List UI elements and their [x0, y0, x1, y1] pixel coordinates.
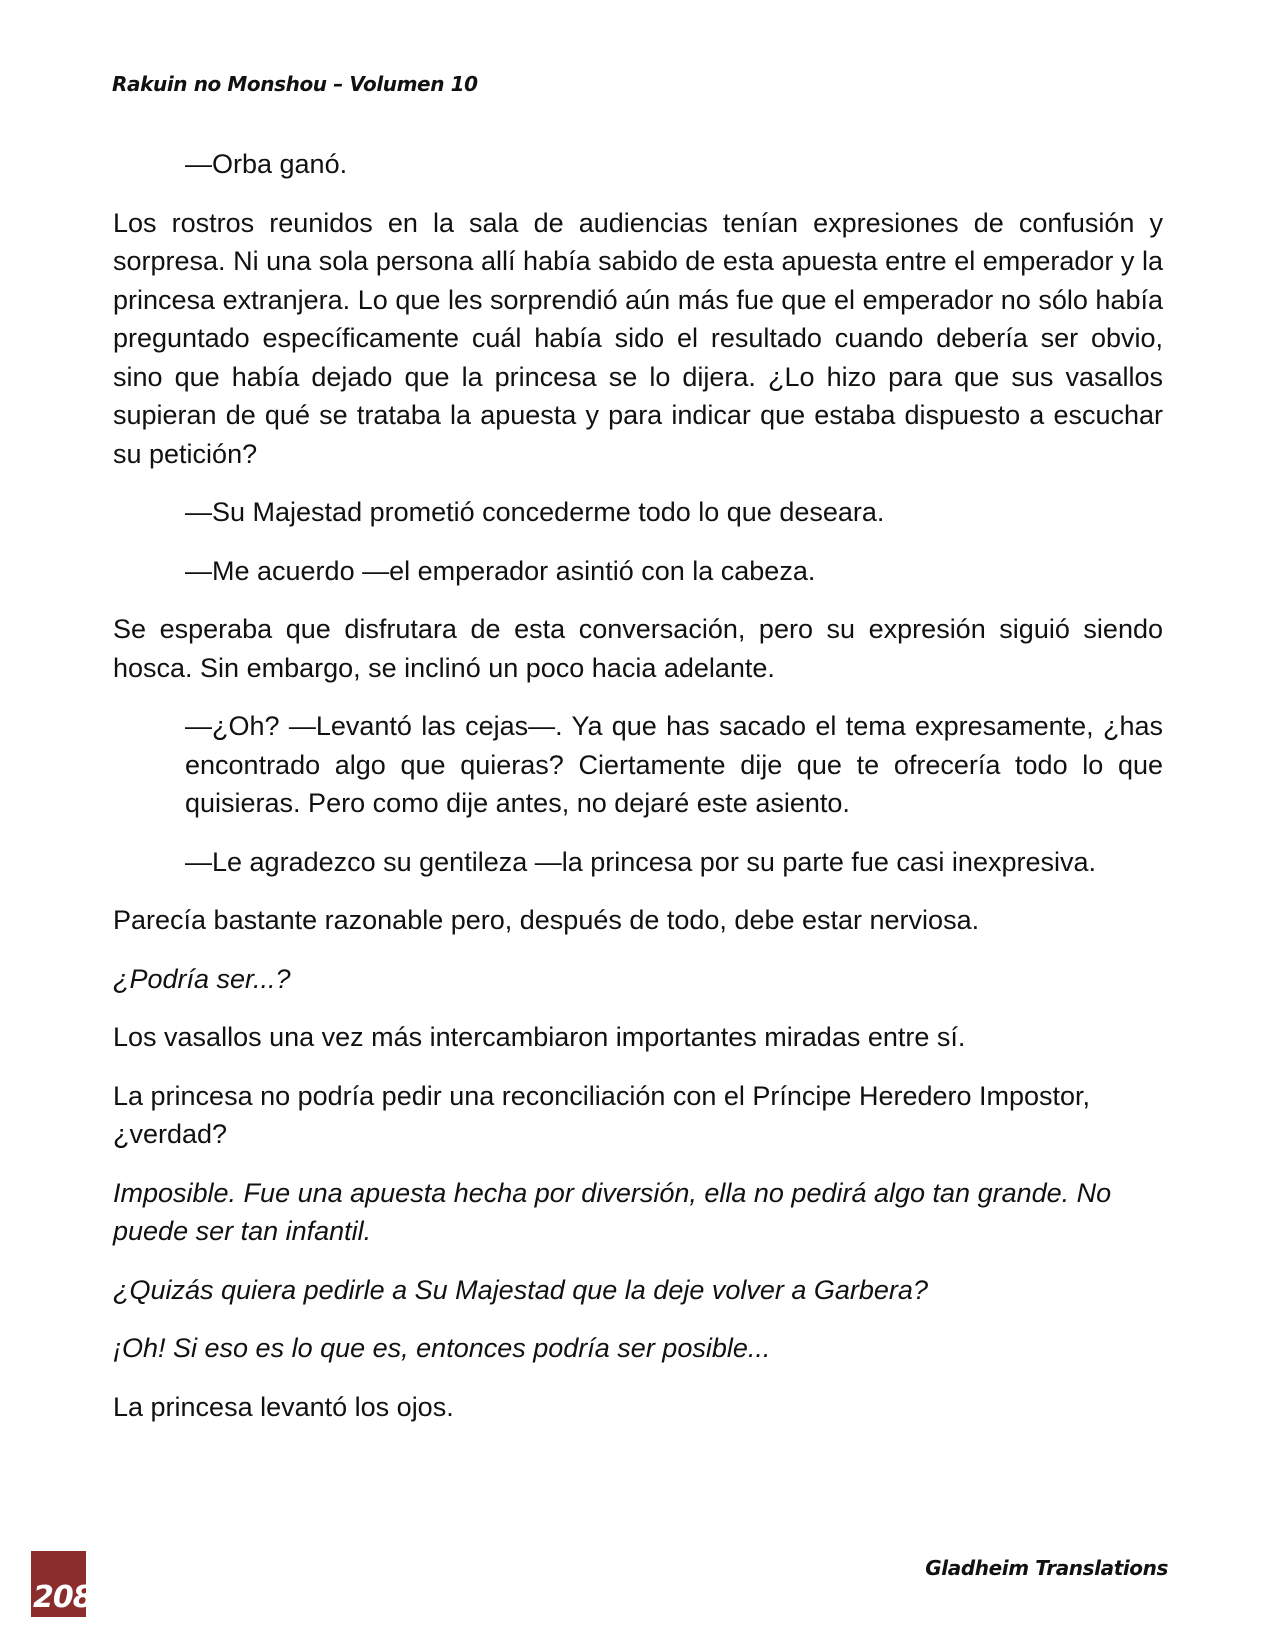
paragraph-narration: Los vasallos una vez más intercambiaron importantes miradas entre sí. [113, 1022, 966, 1052]
paragraph-narration: La princesa no podría pedir una reconciliación con el Príncipe Heredero Impostor, ¿verdad? [113, 1080, 1091, 1149]
paragraph-thought: ¡Oh! Si eso es lo que es, entonces podría ser posible... [113, 1333, 771, 1363]
paragraph-narration: Los rostros reunidos en la sala de audiencias tenían expresiones de confusión y sorpresa. Ni una sola persona allí había sabido de esta apuesta entre el emperador y la princesa extranjera. Lo que les sorprendió aún más fue que el emperador no sólo había preguntado específicamente cuál había sido el resultado cuando debería ser obvio, sino que había dejado que la princesa se lo dijera. ¿Lo hizo para que sus vasallos supieran de qué se trataba la apuesta y para indicar que estaba dispuesto a escuchar su petición? [113, 207, 1163, 469]
paragraph-dialogue: —Su Majestad prometió concederme todo lo que deseara. [185, 497, 885, 527]
paragraph-thought: Imposible. Fue una apuesta hecha por diversión, ella no pedirá algo tan grande. No puede ser tan infantil. [113, 1177, 1112, 1246]
page-number: 208 [33, 1580, 93, 1615]
page-body [113, 145, 1163, 1446]
paragraph-thought: ¿Podría ser...? [113, 963, 291, 994]
paragraph-narration: Parecía bastante razonable pero, después de todo, debe estar nerviosa. [113, 905, 980, 935]
footer-credit: Gladheim Translations [925, 1556, 1168, 1580]
paragraph-dialogue: —Me acuerdo —el emperador asintió con la cabeza. [185, 555, 816, 586]
paragraph-dialogue: —¿Oh? —Levantó las cejas—. Ya que has sacado el tema expresamente, ¿has encontrado algo que quieras? Ciertamente dije que te ofrecería todo lo que quisieras. Pero como dije antes, no dejaré este asiento. [185, 711, 1163, 818]
paragraph-dialogue: —Orba ganó. [185, 149, 348, 179]
running-header: Rakuin no Monshou – Volumen 10 [112, 72, 478, 96]
paragraph-thought: ¿Quizás quiera pedirle a Su Majestad que la deje volver a Garbera? [113, 1274, 928, 1305]
paragraph-dialogue: —Le agradezco su gentileza —la princesa por su parte fue casi inexpresiva. [185, 846, 1096, 877]
paragraph-narration: Se esperaba que disfrutara de esta conversación, pero su expresión siguió siendo hosca. Sin embargo, se inclinó un poco hacia adelante. [113, 614, 1163, 683]
paragraph-narration: La princesa levantó los ojos. [113, 1391, 454, 1422]
